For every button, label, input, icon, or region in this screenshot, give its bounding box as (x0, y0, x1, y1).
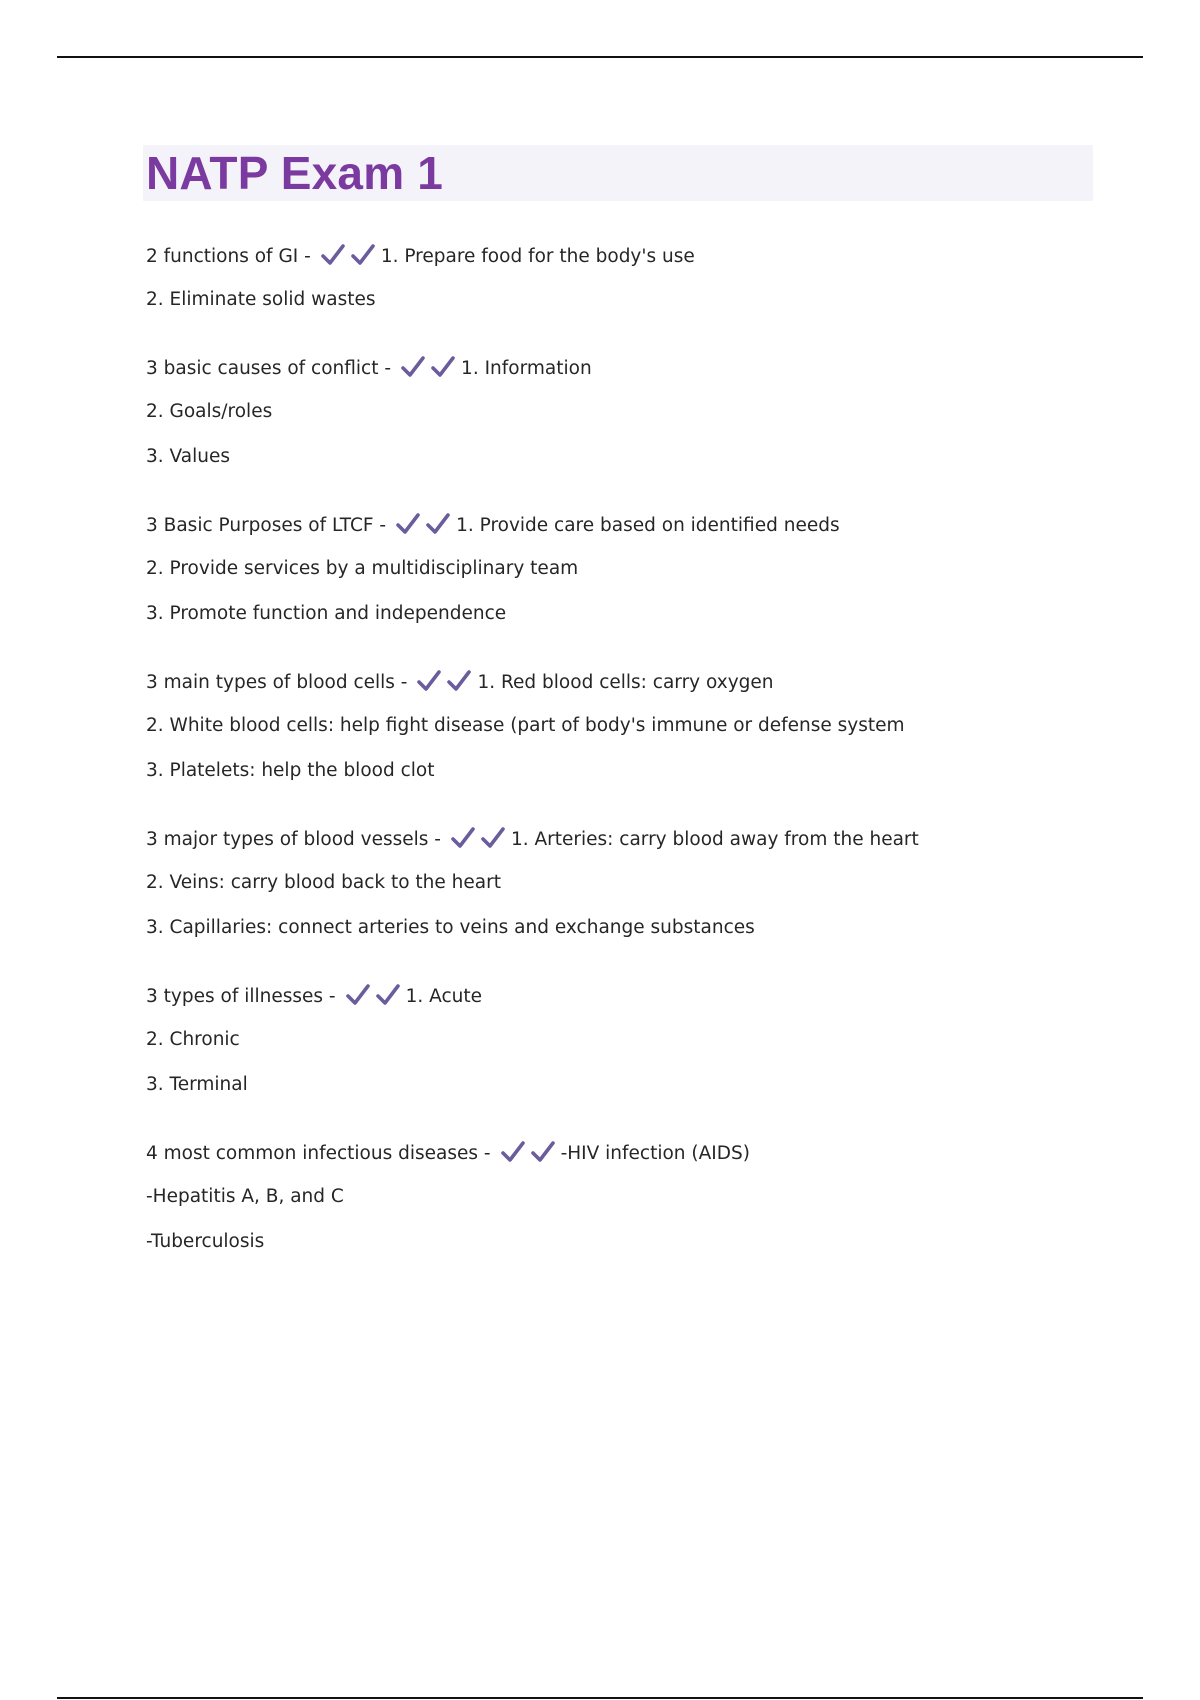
checkmark-icon (351, 244, 375, 266)
answer-text: -HIV infection (AIDS) (560, 1143, 750, 1164)
qa-item (146, 984, 1106, 1096)
qa-item (146, 513, 1106, 625)
answer-line: 2. Veins: carry blood back to the heart (146, 872, 501, 893)
answer-text: 1. Red blood cells: carry oxygen (477, 672, 774, 693)
answer-text: 1. Prepare food for the body's use (380, 246, 695, 267)
question-text: 3 basic causes of conflict - (146, 358, 392, 379)
answer-line: 2. White blood cells: help fight disease (part of body's immune or defense system (146, 715, 905, 736)
question-line (146, 356, 1106, 378)
answer-line: -Tuberculosis (146, 1231, 265, 1252)
checkmark-icon (531, 1141, 555, 1163)
qa-item (146, 1141, 1106, 1253)
page-top-rule (57, 56, 1143, 58)
checkmark-icon (346, 984, 370, 1006)
qa-item (146, 356, 1106, 468)
answer-line: 2. Chronic (146, 1029, 240, 1050)
checkmark-icon (451, 827, 475, 849)
checkmark-icon (321, 244, 345, 266)
checkmark-icon (447, 670, 471, 692)
checkmark-icon (401, 356, 425, 378)
answer-text: 1. Information (461, 358, 592, 379)
question-text: 3 major types of blood vessels - (146, 829, 441, 850)
page-title: NATP Exam 1 (146, 147, 444, 199)
answer-line: 2. Eliminate solid wastes (146, 289, 376, 310)
question-line (146, 827, 1106, 849)
answer-line: 3. Values (146, 446, 230, 467)
question-text: 3 types of illnesses - (146, 986, 336, 1007)
question-text: 3 Basic Purposes of LTCF - (146, 515, 387, 536)
question-line (146, 1141, 1106, 1163)
answer-line: -Hepatitis A, B, and C (146, 1186, 344, 1207)
answer-line: 3. Capillaries: connect arteries to veins and exchange substances (146, 917, 755, 938)
answer-line: 2. Provide services by a multidisciplinary team (146, 558, 579, 579)
answer-text: 1. Arteries: carry blood away from the heart (510, 829, 919, 850)
answer-line: 3. Platelets: help the blood clot (146, 760, 435, 781)
question-line (146, 513, 1106, 535)
checkmark-icon (396, 513, 420, 535)
answer-line: 2. Goals/roles (146, 401, 273, 422)
question-line (146, 984, 1106, 1006)
answer-text: 1. Provide care based on identified needs (456, 515, 840, 536)
checkmark-icon (481, 827, 505, 849)
checkmark-icon (376, 984, 400, 1006)
qa-list (146, 244, 1106, 1298)
question-line (146, 244, 1106, 266)
qa-item (146, 827, 1106, 939)
page-bottom-rule (57, 1697, 1143, 1699)
qa-item (146, 670, 1106, 782)
question-line (146, 670, 1106, 692)
answer-line: 3. Promote function and independence (146, 603, 507, 624)
checkmark-icon (426, 513, 450, 535)
question-text: 2 functions of GI - (146, 246, 311, 267)
answer-line: 3. Terminal (146, 1074, 248, 1095)
checkmark-icon (501, 1141, 525, 1163)
checkmark-icon (431, 356, 455, 378)
question-text: 4 most common infectious diseases - (146, 1143, 491, 1164)
question-text: 3 main types of blood cells - (146, 672, 408, 693)
checkmark-icon (417, 670, 441, 692)
qa-item (146, 244, 1106, 311)
answer-text: 1. Acute (405, 986, 482, 1007)
